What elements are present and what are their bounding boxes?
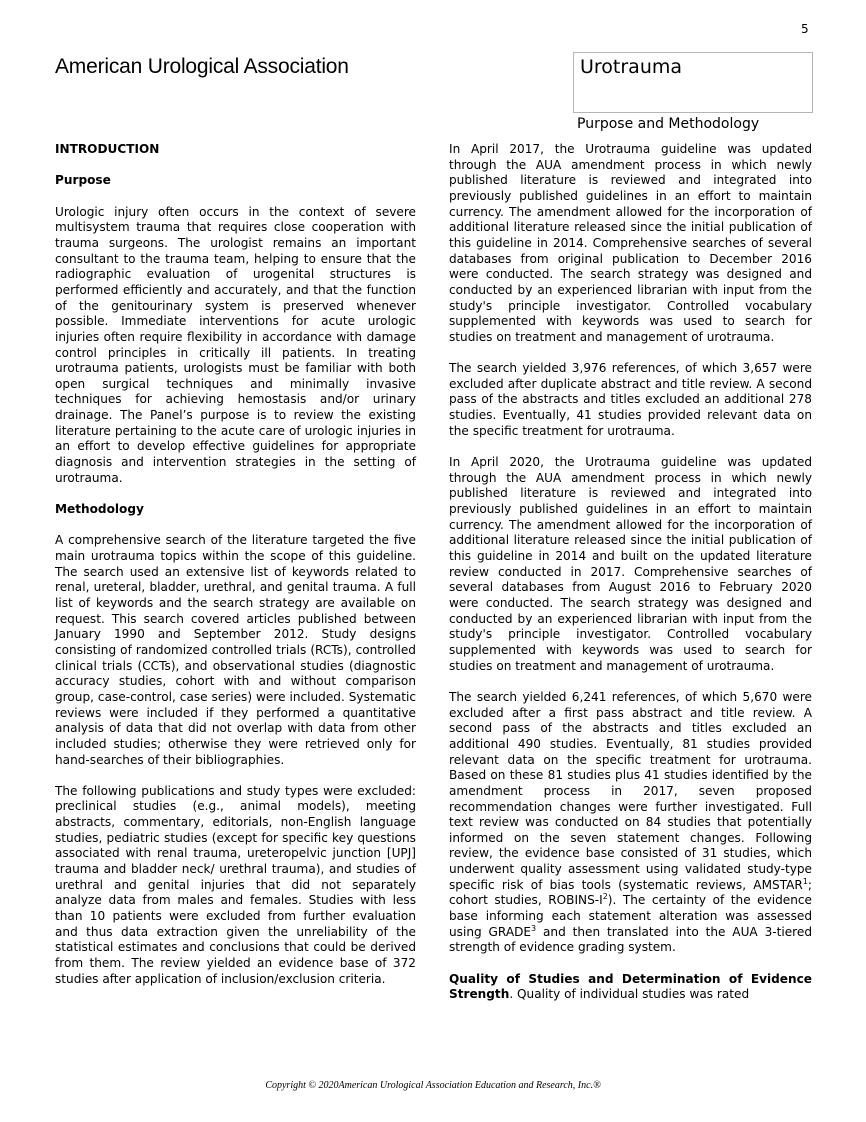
results-text-a: The search yielded 6,241 references, of which 5,670 were excluded after a first pass abstract and title review. A second pass of the abstracts and titles excluded an additional 490 studies. Eventually, 81 studies provided relevant data on the specific treatment for urotrauma. Based on these 81 studies plus 41 studies identified by the amendment process in 2017, seven proposed recommendation changes were further investigated. Full text review was conducted on 84 studies that potentially informed on the seven statement changes. Following review, the evidence base consisted of 31 studies, which underwent quality assessment using validated study-type specific risk of bias tools (systematic reviews, AMSTAR — [449, 689, 812, 892]
amendment-2020-paragraph: In April 2020, the Urotrauma guideline was updated through the AUA amendment process in which newly published literature is reviewed and integrated into previously published guidelines in an effort to maintain currency. The amendment allowed for the incorporation of additional literature released since the initial publication of this guideline in 2014 and built on the updated literature review conducted in 2017. Comprehensive searches of several databases from August 2016 to February 2020 were conducted. The search strategy was designed and conducted by an experienced librarian with input from the study's principle investigator. Controlled vocabulary supplemented with keywords was used to search for studies on treatment and management of urotrauma. — [449, 455, 812, 673]
quality-heading: Quality of Studies and Determination of Evidence Strength — [449, 971, 812, 1002]
left-column — [55, 142, 416, 1003]
purpose-heading: Purpose — [55, 173, 111, 188]
topic-box — [573, 52, 813, 113]
quality-text: . Quality of individual studies was rated — [509, 987, 750, 1002]
methodology-paragraph-2: The following publications and study types were excluded: preclinical studies (e.g., animal models), meeting abstracts, commentary, editorials, non-English language studies, pediatric studies (except for specific key questions associated with renal trauma, ureteropelvic junction [UPJ] trauma and bladder neck/ urethral trauma), and studies of urethral and genital injuries that did not separately analyze data from males and females. Studies with less than 10 patients were excluded from further evaluation and thus data extraction given the unreliability of the statistical estimates and conclusions that could be derived from them. The review yielded an evidence base of 372 studies after application of inclusion/exclusion criteria. — [55, 783, 416, 986]
amendment-2017-paragraph: In April 2017, the Urotrauma guideline was updated through the AUA amendment process in which newly published literature is reviewed and integrated into previously published guidelines in an effort to maintain currency. The amendment allowed for the incorporation of additional literature released since the initial publication of this guideline in 2014. Comprehensive searches of several databases from original publication to December 2016 were conducted. The search strategy was designed and conducted by an experienced librarian with input from the study's principle investigator. Controlled vocabulary supplemented with keywords was used to search for studies on treatment and management of urotrauma. — [449, 142, 812, 344]
copyright-footer: Copyright © 2020American Urological Association Education and Research, Inc.® — [265, 1080, 601, 1091]
topic-title: Urotrauma — [580, 56, 683, 78]
purpose-paragraph: Urologic injury often occurs in the context of severe multisystem trauma that requires close cooperation with trauma surgeons. The urologist remains an important consultant to the trauma team, helping to ensure that the radiographic evaluation of urogenital structures is performed efficiently and accurately, and that the function of the genitourinary system is preserved whenever possible. Immediate interventions for acute urologic injuries often require flexibility in accordance with damage control principles in critically ill patients. In treating urotrauma patients, urologists must be familiar with both open surgical techniques and minimally invasive techniques for achieving hemostasis and/or urinary drainage. The Panel’s purpose is to review the existing literature pertaining to the acute care of urologic injuries in an effort to develop effective guidelines for appropriate diagnosis and intervention strategies in the setting of urotrauma. — [55, 204, 416, 485]
search-2017-results-paragraph: The search yielded 3,976 references, of which 3,657 were excluded after duplicate abstract and title review. A second pass of the abstracts and titles excluded an additional 278 studies. Eventually, 41 studies provided relevant data on the specific treatment for urotrauma. — [449, 361, 812, 438]
organization-title: American Urological Association — [55, 55, 349, 78]
methodology-heading: Methodology — [55, 502, 144, 517]
footnote-ref-1: 1 — [802, 876, 808, 886]
methodology-paragraph-1: A comprehensive search of the literature targeted the five main urotrauma topics within the scope of this guideline. The search used an extensive list of keywords related to renal, ureteral, bladder, urethral, and genital trauma. A full list of keywords and the search strategy are available on request. This search covered articles published between January 1990 and September 2012. Study designs consisting of randomized controlled trials (RCTs), controlled clinical trials (CCTs), and observational studies (diagnostic accuracy studies, cohort with and without comparison group, case-control, case series) were included. Systematic reviews were included if they performed a quantitative analysis of data that did not overlap with data from other included studies; otherwise they were retrieved only for hand-searches of their bibliographies. — [55, 533, 416, 767]
page-number: 5 — [801, 22, 809, 36]
results-text-c: ). The certainty of the evidence base informing each statement alteration was assessed using GRADE — [449, 893, 813, 939]
introduction-heading: INTRODUCTION — [55, 142, 160, 156]
section-subtitle: Purpose and Methodology — [577, 116, 760, 132]
results-text-b: ; cohort studies, ROBINS-I — [449, 877, 812, 908]
footnote-ref-2: 2 — [602, 892, 608, 902]
quality-paragraph — [449, 972, 812, 1003]
footnote-ref-3: 3 — [531, 923, 537, 933]
results-text-d: and then translated into the AUA 3-tiered strength of evidence grading system. — [449, 924, 812, 955]
right-column — [449, 142, 812, 1019]
search-2020-results-paragraph — [449, 690, 812, 956]
